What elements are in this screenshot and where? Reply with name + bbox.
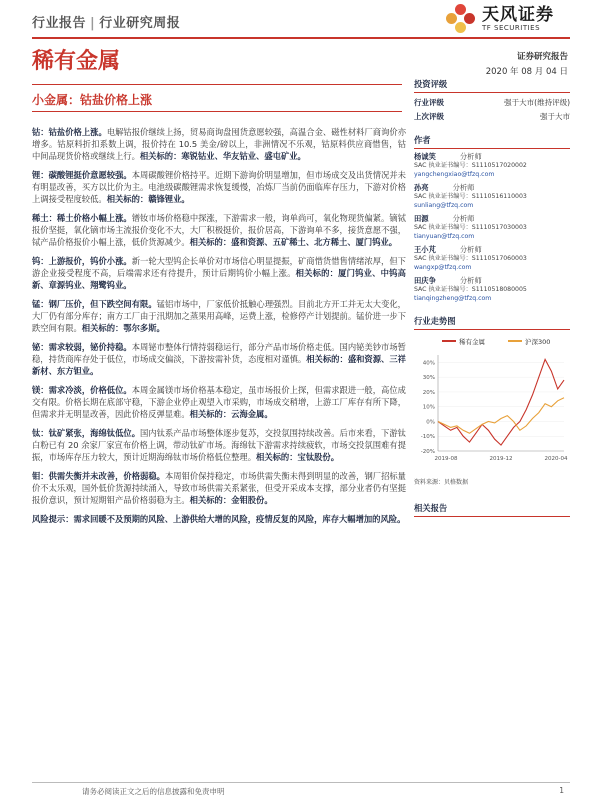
company-logo	[446, 4, 554, 34]
author-email[interactable]: tianyuan@tfzq.com	[414, 233, 475, 240]
report-category: 行业报告 | 行业研究周报	[32, 16, 181, 31]
paragraph-manganese: 锰：钢厂压价，但下跌空间有限。锰铝市场中，厂家低价抵触心理强烈。目前北方开工并无太大变化，大厂仍有部分库存；南方工厂由于汛期加之蒸果用高峰，运费上涨，检修停产计划提前。锰价进一步下跌空间有限。相关标的：鄂尔多斯。	[32, 299, 406, 333]
author-email[interactable]: wangxp@tfzq.com	[414, 264, 472, 271]
rating-row-industry: 行业评级 强于大市(维持评级)	[414, 98, 570, 107]
y-tick-label: -10%	[420, 434, 435, 441]
logo-mark-icon	[446, 4, 476, 34]
author-email[interactable]: yangchengxiao@tfzq.com	[414, 171, 495, 178]
logo-english: TF SECURITIES	[482, 24, 541, 32]
y-tick-label: 20%	[422, 389, 435, 396]
page-title: 稀有金属	[32, 49, 121, 74]
y-tick-label: -20%	[420, 449, 435, 455]
trend-chart-svg	[414, 333, 570, 473]
header-divider	[32, 37, 570, 39]
report-subtitle: 小金属：钴盐价格上涨	[32, 93, 153, 107]
legend-label: 稀有金属	[459, 338, 485, 346]
footer-disclaimer: 请务必阅读正文之后的信息披露和免责申明	[82, 787, 225, 796]
sidebar	[414, 78, 570, 520]
author-item: 王小芃 分析师 SAC 执业证书编号：S1110517060003 wangxp@tfzq.com	[414, 245, 570, 272]
author-item: 孙亮 分析师 SAC 执业证书编号：S1110516110003 sunliang@tfzq.com	[414, 183, 570, 210]
subtitle-bottom-rule	[32, 111, 402, 112]
chart-heading: 行业走势图	[414, 315, 570, 330]
paragraph-magnesium: 镁：需求冷淡，价格低位。本周金属镁市场价格基本稳定，虽市场报价上探，但需求跟进一般，高位成交有限。价格长期在底部守稳，下游企业停止观望入市采购，市场成交稍增，上游工厂库存有所下降，但需求并无明显改善，因此价格反弹显难。相关标的：云海金属。	[32, 385, 406, 419]
paragraph-tungsten: 钨：上游报价，钨价小涨。新一轮大型钨企长单价对市场信心明显提振，矿商惜货惜售情绪浓厚，但下游企业接受程度不高，后端需求还有待提升，预计后期钨价小幅上涨。相关标的：厦门钨业、中钨高新、章源钨业、翔鹭钨业。	[32, 256, 406, 290]
related-reports-heading: 相关报告	[414, 502, 570, 517]
y-tick-label: 0%	[426, 419, 435, 426]
rating-heading: 投资评级	[414, 78, 570, 93]
x-tick-label: 2020-04	[544, 456, 568, 462]
legend-label: 沪深300	[525, 338, 551, 346]
paragraph-rare-earth: 稀土：稀土价格小幅上涨。镨钕市场价格稳中探涨，下游需求一般，询单尚可，氧化物现货偏紧。镝铽报价坚挺，氧化镝市场主流报价变化不大，大厂积极挺价，报价居高，下游询单不多，接货意愿不强，铽产品价格报价小幅上涨，低价货源减少。相关标的：盛和资源、五矿稀土、北方稀土、厦门钨业。	[32, 213, 406, 247]
category-separator: |	[90, 16, 96, 31]
paragraph-molybdenum: 钼：供需失衡并未改善，价格弱稳。本周钼价保持稳定，市场供需失衡未得到明显的改善，钢厂招标量价不太乐观，国外低价货源持续涌入，导致市场供需关系紧张，但受开采成本支撑，部分业者仍有坚挺报价意识，预计短期钼产品价格弱稳为主。相关标的：金钼股份。	[32, 471, 406, 505]
x-tick-label: 2019-12	[489, 456, 513, 462]
risk-warning: 风险提示：需求回暖不及预期的风险、上游供给大增的风险，疫情反复的风险，库存大幅增加的风险。	[32, 514, 406, 524]
main-content	[32, 126, 406, 532]
footer-rule	[32, 782, 570, 783]
series-line	[438, 359, 564, 445]
authors-heading: 作者	[414, 134, 570, 149]
report-date: 2020 年 08 月 04 日	[485, 67, 568, 77]
y-tick-label: 10%	[422, 404, 435, 411]
paragraph-titanium: 钛：钛矿紧张，海绵钛低位。国内钛系产品市场整体逐步复苏，交投氛围持续改善。后市来看，下游钛白粉已有 20 余家厂家宣布价格上调，带动钛矿市场。海绵钛下游需求持续疲软，市场交投氛围难有提振，市场库存压力较大，预计近期海绵钛市场价格低位整理。相关标的：宝钛股份。	[32, 428, 406, 462]
author-item: 田庆争 分析师 SAC 执业证书编号：S1110518080005 tianqingzheng@tfzq.com	[414, 276, 570, 303]
author-email[interactable]: tianqingzheng@tfzq.com	[414, 295, 492, 302]
industry-trend-chart	[414, 315, 570, 486]
paragraph-lithium: 锂：碳酸锂挺价意愿较强。本周碳酸锂价格持平。近期下游询价明显增加，但市场成交及出货情况并未有明显改善，买方以比价为主。电池级碳酸锂需求恢复缓慢，冶炼厂当前仍面临库存压力，下游对价格上调接受程度较低。相关标的：赣锋锂业。	[32, 170, 406, 204]
rating-row-previous: 上次评级 强于大市	[414, 112, 570, 121]
y-tick-label: 30%	[422, 375, 435, 382]
paragraph-bismuth: 铋：需求较弱，铋价持稳。本周铋市整体行情持弱稳运行，部分产品市场价格走低。国内铋美钞市场暂稳，持货商库存处于低位，市场成交偏淡，下游按需补货，态度相对谨慎。相关标的：盛和资源、三祥新材、东方钽业。	[32, 342, 406, 376]
y-tick-label: 40%	[422, 360, 435, 367]
report-type: 证券研究报告	[516, 52, 568, 62]
author-item: 田源 分析师 SAC 执业证书编号：S1110517030003 tianyuan@tfzq.com	[414, 214, 570, 241]
page-number: 1	[559, 786, 564, 795]
author-email[interactable]: sunliang@tfzq.com	[414, 202, 474, 209]
paragraph-cobalt: 钴：钴盐价格上涨。电解钴报价继续上扬，贸易商询盘囤货意愿较强，高温合金、磁性材料厂商询价亦增多。钴原料折扣系数上调，报价持在 10.5 美金/磅以上，非洲情况不乐观，钴原料供应商惜售，钴中间品现货价格或继续上行。相关标的：寒锐钴业、华友钴业、盛屯矿业。	[32, 127, 406, 161]
x-tick-label: 2019-08	[434, 456, 458, 462]
logo-name: 天风证券	[482, 5, 554, 25]
subtitle-top-rule	[32, 84, 402, 85]
author-item: 杨诚笑 分析师 SAC 执业证书编号：S1110517020002 yangchengxiao@tfzq.com	[414, 152, 570, 179]
chart-source: 资料来源：贝格数据	[414, 479, 469, 486]
